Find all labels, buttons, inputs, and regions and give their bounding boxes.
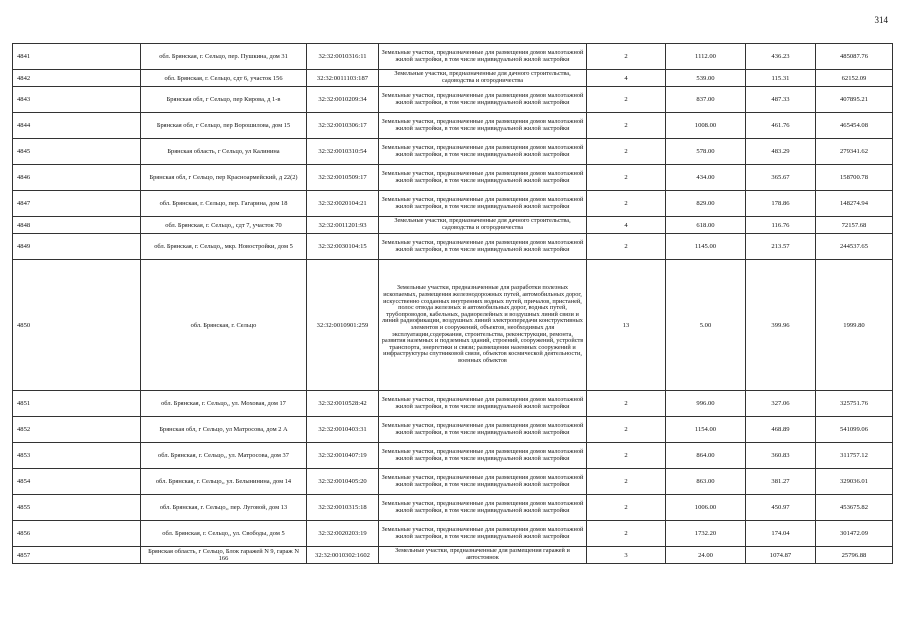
group-cell: 2: [587, 165, 666, 191]
group-cell: 3: [587, 547, 666, 564]
cadastral-value-cell: 1999.80: [816, 260, 893, 391]
table-row: [13, 113, 893, 139]
land-use-cell: Земельные участки, предназначенные для размещения домов малоэтажной жилой застройки, в том числе индивидуальной жилой застройки: [379, 443, 587, 469]
cadastral-number-cell: 32:32:0010405:20: [307, 469, 379, 495]
land-use-cell: Земельные участки, предназначенные для размещения домов малоэтажной жилой застройки, в том числе индивидуальной жилой застройки: [379, 521, 587, 547]
area-cell: 539.00: [666, 70, 746, 87]
address-cell: обл. Брянская, г. Сельцо,, ул. Белынинина, дом 14: [141, 469, 307, 495]
address-cell: Брянская обл, г Сельцо, пер Кирова, д 1-в: [141, 87, 307, 113]
area-cell: 578.00: [666, 139, 746, 165]
specific-value-cell: 365.67: [746, 165, 816, 191]
table-row: [13, 234, 893, 260]
cadastral-value-cell: 244537.65: [816, 234, 893, 260]
cadastral-value-cell: 301472.09: [816, 521, 893, 547]
land-use-cell: Земельные участки, предназначенные для размещения домов малоэтажной жилой застройки, в том числе индивидуальной жилой застройки: [379, 469, 587, 495]
area-cell: 434.00: [666, 165, 746, 191]
row-number-cell: 4852: [13, 417, 141, 443]
group-cell: 2: [587, 469, 666, 495]
cadastral-number-cell: 32:32:0020104:21: [307, 191, 379, 217]
land-use-cell: Земельные участки, предназначенные для дачного строительства, садоводства и огородничества: [379, 70, 587, 87]
address-cell: обл. Брянская, г. Сельцо,, пер. Луговой, дом 13: [141, 495, 307, 521]
cadastral-value-cell: 25796.88: [816, 547, 893, 564]
cadastral-number-cell: 32:32:0010209:34: [307, 87, 379, 113]
row-number-cell: 4856: [13, 521, 141, 547]
row-number-cell: 4853: [13, 443, 141, 469]
land-use-cell: Земельные участки, предназначенные для размещения домов малоэтажной жилой застройки, в том числе индивидуальной жилой застройки: [379, 391, 587, 417]
specific-value-cell: 450.97: [746, 495, 816, 521]
cadastral-value-cell: 148274.94: [816, 191, 893, 217]
group-cell: 4: [587, 217, 666, 234]
table-row: [13, 260, 893, 391]
row-number-cell: 4841: [13, 44, 141, 70]
area-cell: 5.00: [666, 260, 746, 391]
address-cell: обл. Брянская, г. Сельцо,, мкр. Новостройки, дом 5: [141, 234, 307, 260]
table-row: [13, 217, 893, 234]
cadastral-number-cell: 32:32:0010310:54: [307, 139, 379, 165]
row-number-cell: 4850: [13, 260, 141, 391]
specific-value-cell: 174.04: [746, 521, 816, 547]
cadastral-value-cell: 407895.21: [816, 87, 893, 113]
group-cell: 2: [587, 391, 666, 417]
address-cell: обл. Брянская, г. Сельцо,, ул. Матросова, дом 37: [141, 443, 307, 469]
row-number-cell: 4855: [13, 495, 141, 521]
cadastral-number-cell: 32:32:0010302:1602: [307, 547, 379, 564]
address-cell: обл. Брянская, г. Сельцо, сдт 6, участок 156: [141, 70, 307, 87]
cadastral-number-cell: 32:32:0010528:42: [307, 391, 379, 417]
cadastral-value-cell: 311757.12: [816, 443, 893, 469]
address-cell: Брянская область, г Сельцо, ул Калинина: [141, 139, 307, 165]
table-body: [13, 44, 893, 564]
group-cell: 2: [587, 234, 666, 260]
row-number-cell: 4847: [13, 191, 141, 217]
cadastral-number-cell: 32:32:0010403:31: [307, 417, 379, 443]
cadastral-number-cell: 32:32:0010306:17: [307, 113, 379, 139]
table-row: [13, 469, 893, 495]
specific-value-cell: 461.76: [746, 113, 816, 139]
table-row: [13, 165, 893, 191]
cadastral-value-cell: 485087.76: [816, 44, 893, 70]
group-cell: 2: [587, 417, 666, 443]
area-cell: 996.00: [666, 391, 746, 417]
table-row: [13, 87, 893, 113]
area-cell: 863.00: [666, 469, 746, 495]
area-cell: 1145.00: [666, 234, 746, 260]
specific-value-cell: 213.57: [746, 234, 816, 260]
address-cell: обл. Брянская, г. Сельцо, пер. Пушкина, дом 31: [141, 44, 307, 70]
cadastral-number-cell: 32:32:0010901:259: [307, 260, 379, 391]
land-use-cell: Земельные участки, предназначенные для размещения домов малоэтажной жилой застройки, в том числе индивидуальной жилой застройки: [379, 165, 587, 191]
cadastral-number-cell: 32:32:0030104:15: [307, 234, 379, 260]
area-cell: 1006.00: [666, 495, 746, 521]
address-cell: Брянская обл, г Сельцо, пер Ворошилова, дом 15: [141, 113, 307, 139]
table-row: [13, 139, 893, 165]
table-row: [13, 547, 893, 564]
cadastral-value-cell: 465454.08: [816, 113, 893, 139]
row-number-cell: 4854: [13, 469, 141, 495]
land-use-cell: Земельные участки, предназначенные для размещения домов малоэтажной жилой застройки, в том числе индивидуальной жилой застройки: [379, 44, 587, 70]
row-number-cell: 4857: [13, 547, 141, 564]
specific-value-cell: 381.27: [746, 469, 816, 495]
address-cell: обл. Брянская, г. Сельцо,, ул. Моховая, дом 17: [141, 391, 307, 417]
specific-value-cell: 360.83: [746, 443, 816, 469]
group-cell: 4: [587, 70, 666, 87]
table-row: [13, 44, 893, 70]
land-use-cell: Земельные участки, предназначенные для размещения домов малоэтажной жилой застройки, в том числе индивидуальной жилой застройки: [379, 234, 587, 260]
cadastral-number-cell: 32:32:0011201:93: [307, 217, 379, 234]
group-cell: 2: [587, 44, 666, 70]
address-cell: обл. Брянская, г. Сельцо: [141, 260, 307, 391]
cadastral-value-cell: 329036.01: [816, 469, 893, 495]
specific-value-cell: 399.96: [746, 260, 816, 391]
address-cell: обл. Брянская, г. Сельцо,, ул. Свободы, дом 5: [141, 521, 307, 547]
specific-value-cell: 327.06: [746, 391, 816, 417]
specific-value-cell: 436.23: [746, 44, 816, 70]
cadastral-value-cell: 279341.62: [816, 139, 893, 165]
area-cell: 1732.20: [666, 521, 746, 547]
cadastral-number-cell: 32:32:0011103:187: [307, 70, 379, 87]
page-number: 314: [874, 15, 888, 25]
table-row: [13, 417, 893, 443]
group-cell: 2: [587, 521, 666, 547]
area-cell: 837.00: [666, 87, 746, 113]
area-cell: 864.00: [666, 443, 746, 469]
cadastral-number-cell: 32:32:0010315:18: [307, 495, 379, 521]
land-use-cell: Земельные участки, предназначенные для размещения домов малоэтажной жилой застройки, в том числе индивидуальной жилой застройки: [379, 87, 587, 113]
area-cell: 24.00: [666, 547, 746, 564]
area-cell: 1008.00: [666, 113, 746, 139]
cadastral-number-cell: 32:32:0010316:11: [307, 44, 379, 70]
specific-value-cell: 115.31: [746, 70, 816, 87]
cadastral-value-table: [12, 43, 893, 564]
land-use-cell: Земельные участки, предназначенные для размещения домов малоэтажной жилой застройки, в том числе индивидуальной жилой застройки: [379, 495, 587, 521]
cadastral-value-cell: 158700.78: [816, 165, 893, 191]
group-cell: 2: [587, 495, 666, 521]
row-number-cell: 4851: [13, 391, 141, 417]
land-use-cell: Земельные участки, предназначенные для размещения домов малоэтажной жилой застройки, в том числе индивидуальной жилой застройки: [379, 113, 587, 139]
group-cell: 13: [587, 260, 666, 391]
row-number-cell: 4846: [13, 165, 141, 191]
group-cell: 2: [587, 87, 666, 113]
land-use-cell: Земельные участки, предназначенные для размещения домов малоэтажной жилой застройки, в том числе индивидуальной жилой застройки: [379, 191, 587, 217]
land-use-cell: Земельные участки, предназначенные для дачного строительства, садоводства и огородничества: [379, 217, 587, 234]
row-number-cell: 4842: [13, 70, 141, 87]
cadastral-value-cell: 453675.82: [816, 495, 893, 521]
group-cell: 2: [587, 191, 666, 217]
table-row: [13, 521, 893, 547]
land-use-cell: Земельные участки, предназначенные для разработки полезных ископаемых, размещения железнодорожных путей, автомобильных дорог, искусственно созданных внутренних водных путей, причалов, пристаней, полос отвода железных и автомобильных дорог, водных путей, трубопроводов, кабельных, радиорелейных и воздушных линий связи и линий радиофикации, воздушных линий электропередачи конструктивных элементов и сооружений, объектов, необходимых для эксплуатации,содержания, строительства, реконструкции, ремонта, развития наземных и подземных зданий, строений, сооружений, устройств транспорта, энергетики и связи; размещения наземных сооружений и инфраструктуры спутниковой связи, объектов космической деятельности, военных объектов: [379, 260, 587, 391]
cadastral-number-cell: 32:32:0020203:19: [307, 521, 379, 547]
table-row: [13, 70, 893, 87]
specific-value-cell: 116.76: [746, 217, 816, 234]
group-cell: 2: [587, 113, 666, 139]
table-row: [13, 443, 893, 469]
cadastral-number-cell: 32:32:0010509:17: [307, 165, 379, 191]
area-cell: 829.00: [666, 191, 746, 217]
cadastral-value-cell: 541099.06: [816, 417, 893, 443]
row-number-cell: 4848: [13, 217, 141, 234]
cadastral-number-cell: 32:32:0010407:19: [307, 443, 379, 469]
land-use-cell: Земельные участки, предназначенные для размещения домов малоэтажной жилой застройки, в том числе индивидуальной жилой застройки: [379, 139, 587, 165]
row-number-cell: 4849: [13, 234, 141, 260]
address-cell: обл. Брянская, г. Сельцо,, сдт 7, участок 70: [141, 217, 307, 234]
area-cell: 1112.00: [666, 44, 746, 70]
specific-value-cell: 487.33: [746, 87, 816, 113]
cadastral-value-cell: 62152.09: [816, 70, 893, 87]
table-row: [13, 391, 893, 417]
table-row: [13, 495, 893, 521]
group-cell: 2: [587, 139, 666, 165]
specific-value-cell: 178.86: [746, 191, 816, 217]
cadastral-value-cell: 72157.68: [816, 217, 893, 234]
address-cell: обл. Брянская, г. Сельцо, пер. Гагарина, дом 18: [141, 191, 307, 217]
specific-value-cell: 483.29: [746, 139, 816, 165]
area-cell: 618.00: [666, 217, 746, 234]
group-cell: 2: [587, 443, 666, 469]
land-use-cell: Земельные участки, предназначенные для размещения гаражей и автостоянок: [379, 547, 587, 564]
specific-value-cell: 1074.87: [746, 547, 816, 564]
address-cell: Брянская область, г Сельцо, Блок гаражей N 9, гараж N 166: [141, 547, 307, 564]
row-number-cell: 4845: [13, 139, 141, 165]
row-number-cell: 4843: [13, 87, 141, 113]
land-use-cell: Земельные участки, предназначенные для размещения домов малоэтажной жилой застройки, в том числе индивидуальной жилой застройки: [379, 417, 587, 443]
address-cell: Брянская обл, г Сельцо, ул Матросова, дом 2 А: [141, 417, 307, 443]
specific-value-cell: 468.89: [746, 417, 816, 443]
area-cell: 1154.00: [666, 417, 746, 443]
row-number-cell: 4844: [13, 113, 141, 139]
table-row: [13, 191, 893, 217]
address-cell: Брянская обл, г Сельцо, пер Красноармейский, д 22(2): [141, 165, 307, 191]
cadastral-value-cell: 325751.76: [816, 391, 893, 417]
